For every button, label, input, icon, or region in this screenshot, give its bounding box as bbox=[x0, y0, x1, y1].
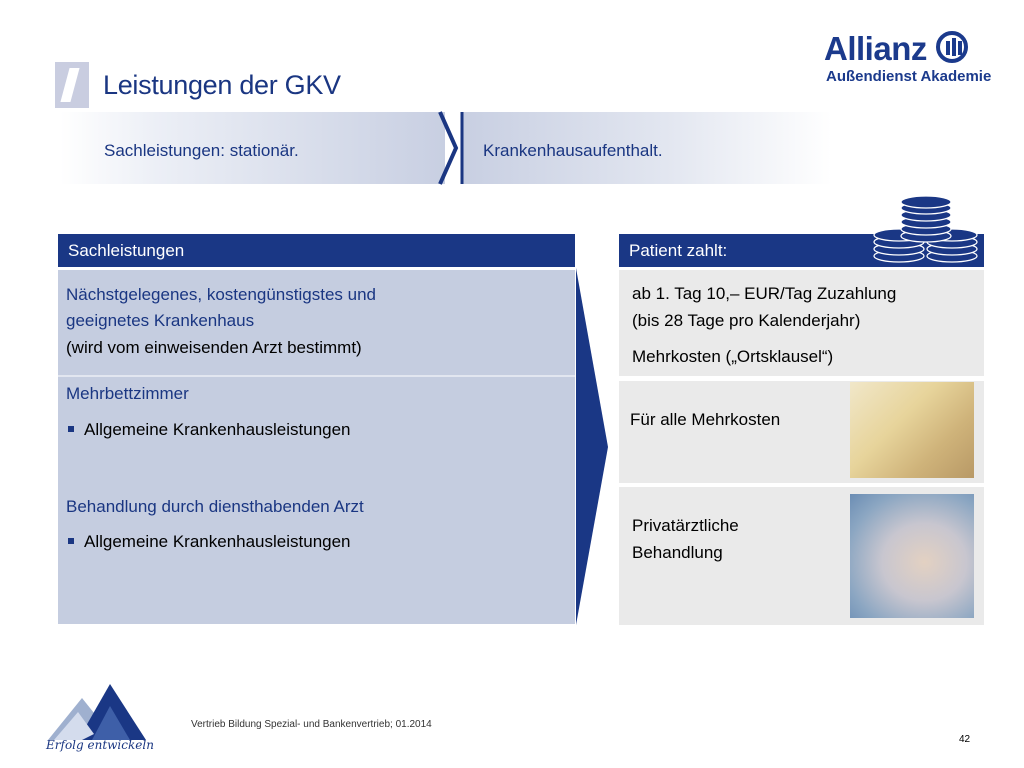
coins-icon bbox=[872, 196, 980, 264]
page-title: Leistungen der GKV bbox=[103, 70, 341, 100]
item1-line1: Nächstgelegenes, kostengünstigstes und bbox=[66, 285, 376, 304]
item2-title: Mehrbettzimmer bbox=[66, 384, 189, 403]
box1-line2: (bis 28 Tage pro Kalenderjahr) bbox=[632, 311, 861, 330]
item2-bullet bbox=[66, 417, 351, 443]
box1-line1: ab 1. Tag 10,– EUR/Tag Zuzahlung bbox=[632, 284, 897, 303]
band-chevron-icon bbox=[436, 110, 470, 186]
patient-zahlt-header: Patient zahlt: bbox=[619, 234, 984, 267]
title-marker-icon bbox=[55, 62, 89, 108]
academy-mountain-logo-icon bbox=[48, 676, 148, 740]
box3-line1: Privatärztliche bbox=[632, 516, 739, 535]
item3-bullet bbox=[66, 529, 351, 555]
bullet-square-icon bbox=[68, 426, 74, 432]
allianz-logo-subtitle: Außendienst Akademie bbox=[826, 68, 992, 85]
surgeon-photo bbox=[850, 494, 974, 618]
box3-line2: Behandlung bbox=[632, 543, 723, 562]
page-number: 42 bbox=[959, 734, 971, 745]
item1-line2: geeignetes Krankenhaus bbox=[66, 311, 255, 330]
panel-divider bbox=[58, 375, 575, 377]
bullet-square-icon bbox=[68, 538, 74, 544]
sachleistungen-header: Sachleistungen bbox=[58, 234, 575, 267]
item3-title: Behandlung durch diensthabenden Arzt bbox=[66, 497, 364, 516]
band-right-text: Krankenhausaufenthalt. bbox=[483, 141, 663, 160]
allianz-eagle-icon bbox=[936, 31, 968, 63]
box1-line3: Mehrkosten („Ortsklausel“) bbox=[632, 347, 834, 366]
item1-line3: (wird vom einweisenden Arzt bestimmt) bbox=[66, 338, 362, 357]
item2-bullet-text: Allgemeine Krankenhausleistungen bbox=[84, 420, 351, 439]
transition-arrow-icon bbox=[576, 268, 612, 626]
footer-text: Vertrieb Bildung Spezial- und Bankenvertrieb; 01.2014 bbox=[191, 719, 432, 730]
doctors-photo bbox=[850, 382, 974, 478]
band-left-text: Sachleistungen: stationär. bbox=[104, 141, 299, 160]
item3-bullet-text: Allgemeine Krankenhausleistungen bbox=[84, 532, 351, 551]
slogan: Erfolg entwickeln bbox=[46, 738, 154, 752]
allianz-logo-text: Allianz bbox=[824, 30, 927, 67]
box2-text: Für alle Mehrkosten bbox=[630, 410, 781, 429]
